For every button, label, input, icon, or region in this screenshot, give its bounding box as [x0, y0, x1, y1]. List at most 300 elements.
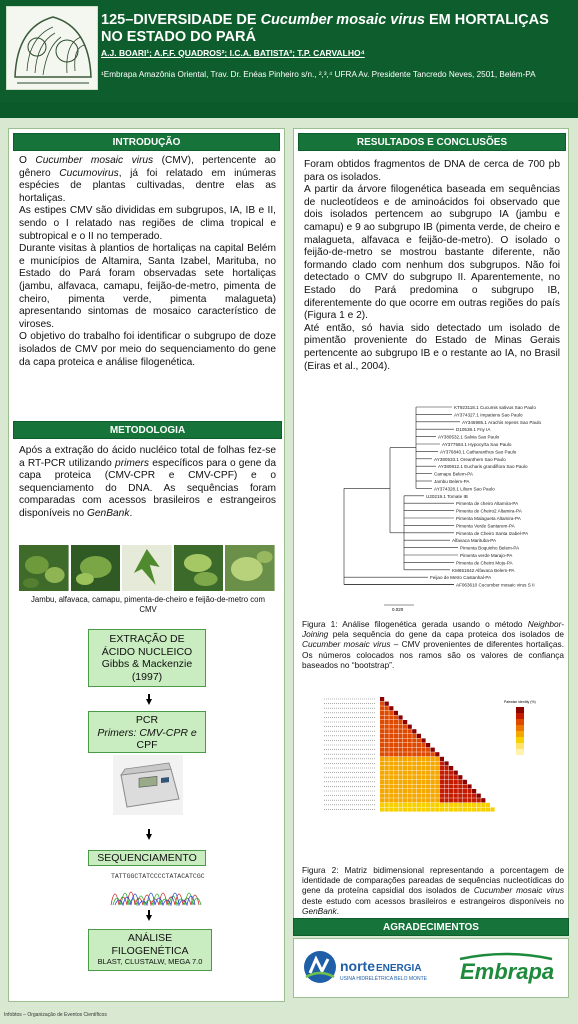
- heatmap-cell: [398, 780, 402, 784]
- heatmap-cell: [449, 798, 453, 802]
- heatmap-cell: [408, 771, 412, 775]
- heatmap-cell: [403, 794, 407, 798]
- heatmap-cell: [431, 761, 435, 765]
- heatmap-cell: [380, 697, 384, 701]
- heatmap-cell: [394, 775, 398, 779]
- heatmap-cell: [408, 734, 412, 738]
- heatmap-cell: [463, 798, 467, 802]
- heatmap-cell: [394, 771, 398, 775]
- heatmap-cell: [385, 807, 389, 811]
- tree-scale-label: 0.020: [392, 607, 404, 612]
- flow-step-extraction-line3: Gibbs & Mackenzie: [101, 658, 193, 670]
- heatmap-cell: [412, 807, 416, 811]
- heatmap-cell: [389, 766, 393, 770]
- heatmap-cell: [389, 761, 393, 765]
- heatmap-legend-swatch: [516, 743, 524, 749]
- intro-paragraph-3: Durante visitas à plantios de hortaliças na capital Belém e municípios de Altamira, Santa Izabel, Marituba, no Estado do Pará foram observadas sete hortaliças (jambu, alfavaca, camapu, feijão-de-metro, pimenta de cheiro, pimenta verde, pimenta malagueta) apresentando sintomas de mosaico característico de viroses.: [19, 243, 276, 330]
- heatmap-cell: [385, 706, 389, 710]
- heatmap-cell: [394, 807, 398, 811]
- heatmap-cell: [426, 766, 430, 770]
- heatmap-cell: [435, 798, 439, 802]
- heatmap-cell: [380, 766, 384, 770]
- heatmap-cell: [380, 789, 384, 793]
- agradecimentos-logos: [293, 938, 569, 998]
- metodologia-text: [9, 445, 286, 521]
- heatmap-cell: [394, 798, 398, 802]
- heatmap-cell: [385, 771, 389, 775]
- heatmap-cell: [444, 789, 448, 793]
- heatmap-cell: [403, 729, 407, 733]
- heatmap-cell: [431, 803, 435, 807]
- heatmap-cell: [389, 743, 393, 747]
- heatmap-cell: [380, 702, 384, 706]
- heatmap-cell: [408, 775, 412, 779]
- heatmap-cell: [394, 711, 398, 715]
- heatmap-cell: [444, 794, 448, 798]
- heatmap-cell: [385, 702, 389, 706]
- heatmap-cell: [477, 798, 481, 802]
- heatmap-cell: [477, 807, 481, 811]
- heatmap-cell: [449, 803, 453, 807]
- heatmap-cell: [431, 748, 435, 752]
- heatmap-cell: [412, 734, 416, 738]
- heatmap-cell: [398, 752, 402, 756]
- tree-tip-label: KT923118.1 Cucumis sativus Sao Paulo: [454, 405, 536, 410]
- heatmap-cell: [435, 757, 439, 761]
- heatmap-cell: [412, 729, 416, 733]
- heatmap-cell: [380, 743, 384, 747]
- heatmap-cell: [385, 738, 389, 742]
- metodologia-paragraph: Após a extração do ácido nucléico total de folhas fez-se a RT-PCR utilizando primers específicos para o gene da capa proteica (CMV-CPR e CMV-CPF) e o sequenciamento do DNA. As sequências foram comparadas com acessos brasileiros e estrangeiros disponíveis no GenBank.: [19, 445, 276, 519]
- heatmap-cell: [463, 803, 467, 807]
- tree-tip-label: AY377584.1 Hypocyrta Sao Paulo: [442, 442, 512, 447]
- heatmap-cell: [467, 789, 471, 793]
- heatmap-cell: [398, 725, 402, 729]
- tree-tip-label: KM651842 Alfavaca Belem-PA: [452, 567, 515, 573]
- tree-tip-label: Pimenta de Cheiro2 Altamira-PA: [456, 508, 522, 514]
- heatmap-cell: [412, 784, 416, 788]
- heatmap-cell: [398, 734, 402, 738]
- heatmap-cell: [408, 743, 412, 747]
- heatmap-cell: [426, 743, 430, 747]
- flow-step-extraction: [88, 629, 206, 687]
- heatmap-cell: [385, 798, 389, 802]
- heatmap-cell: [389, 757, 393, 761]
- heatmap-cell: [385, 752, 389, 756]
- heatmap-cell: [385, 766, 389, 770]
- heatmap-cell: [426, 775, 430, 779]
- heatmap-cell: [408, 798, 412, 802]
- heatmap-cell: [403, 743, 407, 747]
- heatmap-cell: [394, 720, 398, 724]
- intro-heading: INTRODUÇÃO: [13, 133, 280, 151]
- heatmap-cell: [389, 738, 393, 742]
- agradecimentos-heading: AGRADECIMENTOS: [293, 918, 569, 936]
- heatmap-cell: [458, 789, 462, 793]
- heatmap-cell: [477, 794, 481, 798]
- heatmap-cell: [394, 761, 398, 765]
- heatmap-cell: [385, 794, 389, 798]
- heatmap-cell: [385, 734, 389, 738]
- heatmap-cell: [421, 752, 425, 756]
- heatmap-cell: [417, 775, 421, 779]
- heatmap-cell: [389, 752, 393, 756]
- heatmap-cell: [449, 794, 453, 798]
- heatmap-cell: [435, 771, 439, 775]
- heatmap-cell: [458, 784, 462, 788]
- heatmap-cell: [472, 794, 476, 798]
- heatmap-cell: [389, 711, 393, 715]
- heatmap-cell: [408, 738, 412, 742]
- norte-energia-logo: [302, 947, 432, 987]
- tree-tip-label: Pimenta Boquinho Belem-PA: [460, 545, 520, 551]
- heatmap-cell: [398, 798, 402, 802]
- heatmap-cell: [403, 761, 407, 765]
- heatmap-cell: [417, 807, 421, 811]
- heatmap-cell: [440, 766, 444, 770]
- heatmap-cell: [380, 807, 384, 811]
- flow-step-extraction-line2: ÁCIDO NUCLEICO: [101, 645, 193, 658]
- heatmap-cell: [394, 757, 398, 761]
- heatmap-cell: [403, 784, 407, 788]
- right-column: [293, 128, 569, 934]
- heatmap-cell: [394, 780, 398, 784]
- tree-tip-label: AY374328.1 Lilium Sao Paulo: [434, 486, 495, 492]
- heatmap-cell: [431, 771, 435, 775]
- heatmap-cell: [449, 771, 453, 775]
- tree-tip-label: U20219.1 Tomate IB: [426, 493, 468, 499]
- heatmap-cell: [394, 729, 398, 733]
- heatmap-legend-swatch: [516, 719, 524, 725]
- heatmap-cell: [412, 780, 416, 784]
- heatmap-cell: [412, 748, 416, 752]
- tree-tip-label: Alfavaca Marituba-PA: [452, 538, 497, 544]
- flow-step-analise: [88, 929, 212, 971]
- heatmap-cell: [394, 738, 398, 742]
- heatmap-cell: [454, 794, 458, 798]
- heatmap-cell: [412, 771, 416, 775]
- heatmap-cell: [398, 715, 402, 719]
- heatmap-cell: [431, 789, 435, 793]
- tree-tip-label: AY345985.1 Arachis repens Sao Paulo: [462, 419, 542, 425]
- heatmap-cell: [454, 789, 458, 793]
- heatmap-cell: [403, 771, 407, 775]
- heatmap-cell: [412, 798, 416, 802]
- heatmap-cell: [467, 798, 471, 802]
- heatmap-cell: [408, 784, 412, 788]
- heatmap-cell: [431, 757, 435, 761]
- heatmap-cell: [417, 784, 421, 788]
- heatmap-cell: [398, 771, 402, 775]
- flow-step-pcr: [88, 711, 206, 753]
- heatmap-cell: [408, 752, 412, 756]
- heatmap-cell: [408, 729, 412, 733]
- heatmap-cell: [389, 789, 393, 793]
- heatmap-cell: [421, 784, 425, 788]
- flow-step-analise-line1: ANÁLISE: [127, 932, 173, 944]
- flow-step-pcr-line2: Primers: CMV-CPR e: [97, 726, 197, 739]
- heatmap-cell: [417, 771, 421, 775]
- heatmap-cell: [380, 734, 384, 738]
- heatmap-cell: [385, 803, 389, 807]
- heatmap-cell: [385, 720, 389, 724]
- phylogenetic-tree: [304, 401, 562, 613]
- heatmap-cell: [440, 798, 444, 802]
- heatmap-cell: [417, 798, 421, 802]
- heatmap-cell: [454, 807, 458, 811]
- heatmap-cell: [421, 748, 425, 752]
- heatmap-cell: [403, 725, 407, 729]
- heatmap-cell: [454, 780, 458, 784]
- heatmap-cell: [403, 752, 407, 756]
- embrapa-logo: [456, 947, 556, 987]
- resultados-paragraph-3: Até então, só havia sido detectado um isolado de pimentão proveniente do Estado de Minas Gerais pertencente ao subgrupo IB e o restante ao IA, no Brasil (Eiras et al., 2004).: [304, 322, 560, 372]
- heatmap-cell: [440, 780, 444, 784]
- heatmap-cell: [394, 715, 398, 719]
- heatmap-cell: [454, 771, 458, 775]
- heatmap-cell: [398, 729, 402, 733]
- heatmap-cell: [403, 748, 407, 752]
- heatmap-cell: [431, 784, 435, 788]
- flow-step-analise-line3: BLAST, CLUSTALW, MEGA 7.0: [97, 957, 203, 966]
- heatmap-cell: [394, 794, 398, 798]
- tree-tip-label: Feijao de Metro Castanhal-PA: [430, 575, 492, 581]
- heatmap-cell: [403, 757, 407, 761]
- heatmap-cell: [467, 784, 471, 788]
- flow-step-pcr-line3: CPF: [136, 739, 158, 751]
- heatmap-cell: [421, 798, 425, 802]
- heatmap-cell: [385, 715, 389, 719]
- heatmap-cell: [403, 803, 407, 807]
- flow-arrow-1: [146, 699, 152, 705]
- heatmap-cell: [421, 775, 425, 779]
- heatmap-cell: [435, 761, 439, 765]
- photo-jambu: [19, 545, 69, 591]
- heatmap-cell: [408, 780, 412, 784]
- heatmap-cell: [385, 780, 389, 784]
- norte-energia-logo-text: norteENERGIA: [340, 958, 422, 974]
- heatmap-cell: [412, 789, 416, 793]
- heatmap-cell: [385, 729, 389, 733]
- heatmap-cell: [435, 789, 439, 793]
- heatmap-cell: [398, 766, 402, 770]
- intro-text: [9, 155, 286, 369]
- heatmap-cell: [426, 789, 430, 793]
- heatmap-cell: [431, 780, 435, 784]
- heatmap-cell: [440, 784, 444, 788]
- tree-tip-label: Pimenta Verde Santarem-PA: [456, 523, 515, 529]
- heatmap-cell: [417, 757, 421, 761]
- heatmap-cell: [389, 715, 393, 719]
- tree-tip-label: Pimenta de cheiro Altamira-PA: [456, 501, 519, 507]
- header-bottom-band: [0, 102, 578, 118]
- heatmap-cell: [440, 761, 444, 765]
- heatmap-cell: [426, 771, 430, 775]
- heatmap-legend-swatch: [516, 731, 524, 737]
- heatmap-cell: [421, 766, 425, 770]
- heatmap-cell: [389, 748, 393, 752]
- heatmap-cell: [449, 780, 453, 784]
- figure-2-caption: Figura 2: Matriz bidimensional representando a porcentagem de identidade de comparações pareadas de sequências nucleotídicas do gene da proteína capsidial dos isolados de Cucumber mosaic virus deste estudo com acessos brasileiros e estrangeiros disponíveis no GenBank.: [302, 865, 564, 916]
- poster-header: [0, 0, 578, 118]
- heatmap-cell: [421, 743, 425, 747]
- heatmap-cell: [454, 803, 458, 807]
- heatmap-cell: [403, 789, 407, 793]
- heatmap-cell: [380, 798, 384, 802]
- heatmap-cell: [412, 757, 416, 761]
- heatmap-cell: [458, 775, 462, 779]
- photo-feijao-de-metro: [225, 545, 275, 591]
- heatmap-cell: [467, 794, 471, 798]
- photo-pimenta-de-cheiro: [174, 545, 224, 591]
- heatmap-cell: [444, 780, 448, 784]
- heatmap-cell: [426, 784, 430, 788]
- affiliation-line: ¹Embrapa Amazônia Oriental, Trav. Dr. Enéas Pinheiro s/n., ²,³,⁴ UFRA Av. Presidente Tancredo Neves, 2501, Belém-PA: [101, 70, 536, 79]
- heatmap-cell: [398, 775, 402, 779]
- heatmap-cell: [458, 794, 462, 798]
- heatmap-cell: [412, 775, 416, 779]
- heatmap-cell: [385, 748, 389, 752]
- heatmap-cell: [380, 738, 384, 742]
- resultados-heading: RESULTADOS E CONCLUSÕES: [298, 133, 566, 151]
- heatmap-cell: [394, 766, 398, 770]
- plant-photos: [19, 545, 275, 591]
- heatmap-cell: [486, 803, 490, 807]
- heatmap-cell: [421, 807, 425, 811]
- heatmap-cell: [481, 798, 485, 802]
- heatmap-cell: [389, 775, 393, 779]
- tree-tip-label: AY374327.1 Impatiens Sao Paulo: [454, 412, 523, 418]
- heatmap-cell: [463, 794, 467, 798]
- heatmap-cell: [449, 766, 453, 770]
- resultados-paragraph-1: Foram obtidos fragmentos de DNA de cerca de 700 pb para os isolados.: [304, 159, 560, 183]
- photo-alfavaca: [71, 545, 121, 591]
- flow-step-sequenciamento: SEQUENCIAMENTO: [88, 850, 206, 866]
- heatmap-cell: [449, 784, 453, 788]
- heatmap-cell: [417, 743, 421, 747]
- heatmap-cell: [417, 789, 421, 793]
- heatmap-cell: [380, 706, 384, 710]
- heatmap-cell: [458, 803, 462, 807]
- heatmap-cell: [403, 738, 407, 742]
- heatmap-cell: [421, 738, 425, 742]
- heatmap-legend-swatch: [516, 749, 524, 755]
- heatmap-cell: [389, 780, 393, 784]
- heatmap-legend-swatch: [516, 725, 524, 731]
- heatmap-cell: [380, 720, 384, 724]
- heatmap-cell: [458, 780, 462, 784]
- heatmap-cell: [389, 784, 393, 788]
- heatmap-cell: [408, 803, 412, 807]
- heatmap-cell: [403, 780, 407, 784]
- heatmap-cell: [403, 734, 407, 738]
- heatmap-cell: [385, 743, 389, 747]
- heatmap-cell: [431, 807, 435, 811]
- heatmap-cell: [394, 743, 398, 747]
- heatmap-cell: [440, 757, 444, 761]
- heatmap-cell: [463, 784, 467, 788]
- svg-text:TATTGGCTATCCCCTATACATCGC: TATTGGCTATCCCCTATACATCGC: [111, 873, 205, 880]
- heatmap-cell: [398, 757, 402, 761]
- heatmap-cell: [385, 789, 389, 793]
- heatmap-cell: [380, 771, 384, 775]
- tree-tip-label: Pimenta de Cheiro Moju-PA: [456, 560, 513, 566]
- photo-camapu: [122, 545, 172, 591]
- heatmap-cell: [398, 720, 402, 724]
- heatmap-cell: [389, 729, 393, 733]
- heatmap-cell: [440, 794, 444, 798]
- heatmap-cell: [380, 715, 384, 719]
- heatmap-cell: [408, 766, 412, 770]
- tree-tip-label: Camapu Belem-PA: [434, 471, 473, 477]
- heatmap-legend-swatch: [516, 737, 524, 743]
- heatmap-cell: [398, 784, 402, 788]
- heatmap-cell: [435, 803, 439, 807]
- heatmap-cell: [394, 725, 398, 729]
- heatmap-cell: [380, 761, 384, 765]
- heatmap-cell: [440, 807, 444, 811]
- heatmap-cell: [403, 798, 407, 802]
- heatmap-cell: [380, 757, 384, 761]
- heatmap-cell: [435, 780, 439, 784]
- heatmap-cell: [449, 807, 453, 811]
- heatmap-cell: [444, 775, 448, 779]
- heatmap-cell: [394, 789, 398, 793]
- heatmap-cell: [380, 794, 384, 798]
- heatmap-cell: [403, 766, 407, 770]
- heatmap-cell: [380, 725, 384, 729]
- thermocycler-image: [113, 755, 183, 815]
- heatmap-cell: [380, 729, 384, 733]
- heatmap-cell: [380, 748, 384, 752]
- tree-tip-label: Pimenta verde Marajo-PA: [460, 553, 513, 558]
- heatmap-cell: [444, 803, 448, 807]
- heatmap-cell: [426, 780, 430, 784]
- heatmap-cell: [435, 784, 439, 788]
- resultados-heading-wrap: [294, 129, 570, 151]
- heatmap-cell: [380, 775, 384, 779]
- heatmap-cell: [444, 784, 448, 788]
- heatmap-cell: [467, 803, 471, 807]
- heatmap-cell: [380, 784, 384, 788]
- heatmap-cell: [472, 807, 476, 811]
- heatmap-cell: [440, 771, 444, 775]
- heatmap-cell: [408, 748, 412, 752]
- heatmap-cell: [398, 761, 402, 765]
- heatmap-cell: [389, 803, 393, 807]
- heatmap-cell: [486, 807, 490, 811]
- heatmap-cell: [435, 794, 439, 798]
- heatmap-cell: [389, 734, 393, 738]
- heatmap-cell: [394, 752, 398, 756]
- heatmap-cell: [417, 738, 421, 742]
- heatmap-cell: [398, 748, 402, 752]
- metodologia-heading-wrap: [9, 417, 286, 439]
- heatmap-cell: [431, 752, 435, 756]
- heatmap-cell: [394, 803, 398, 807]
- heatmap-cell: [454, 798, 458, 802]
- heatmap-cell: [426, 757, 430, 761]
- tree-tip-label: AY376840.1 Catharanthus Sao Paulo: [440, 449, 517, 455]
- heatmap-cell: [449, 789, 453, 793]
- flow-step-analise-line2: FILOGENÉTICA: [111, 944, 189, 957]
- heatmap-cell: [440, 803, 444, 807]
- heatmap-cell: [481, 803, 485, 807]
- heatmap-cell: [385, 784, 389, 788]
- heatmap-cell: [394, 734, 398, 738]
- heatmap-cell: [472, 798, 476, 802]
- tree-tip-label: AY380533.1 Oreanthem Sao Paulo: [434, 456, 506, 462]
